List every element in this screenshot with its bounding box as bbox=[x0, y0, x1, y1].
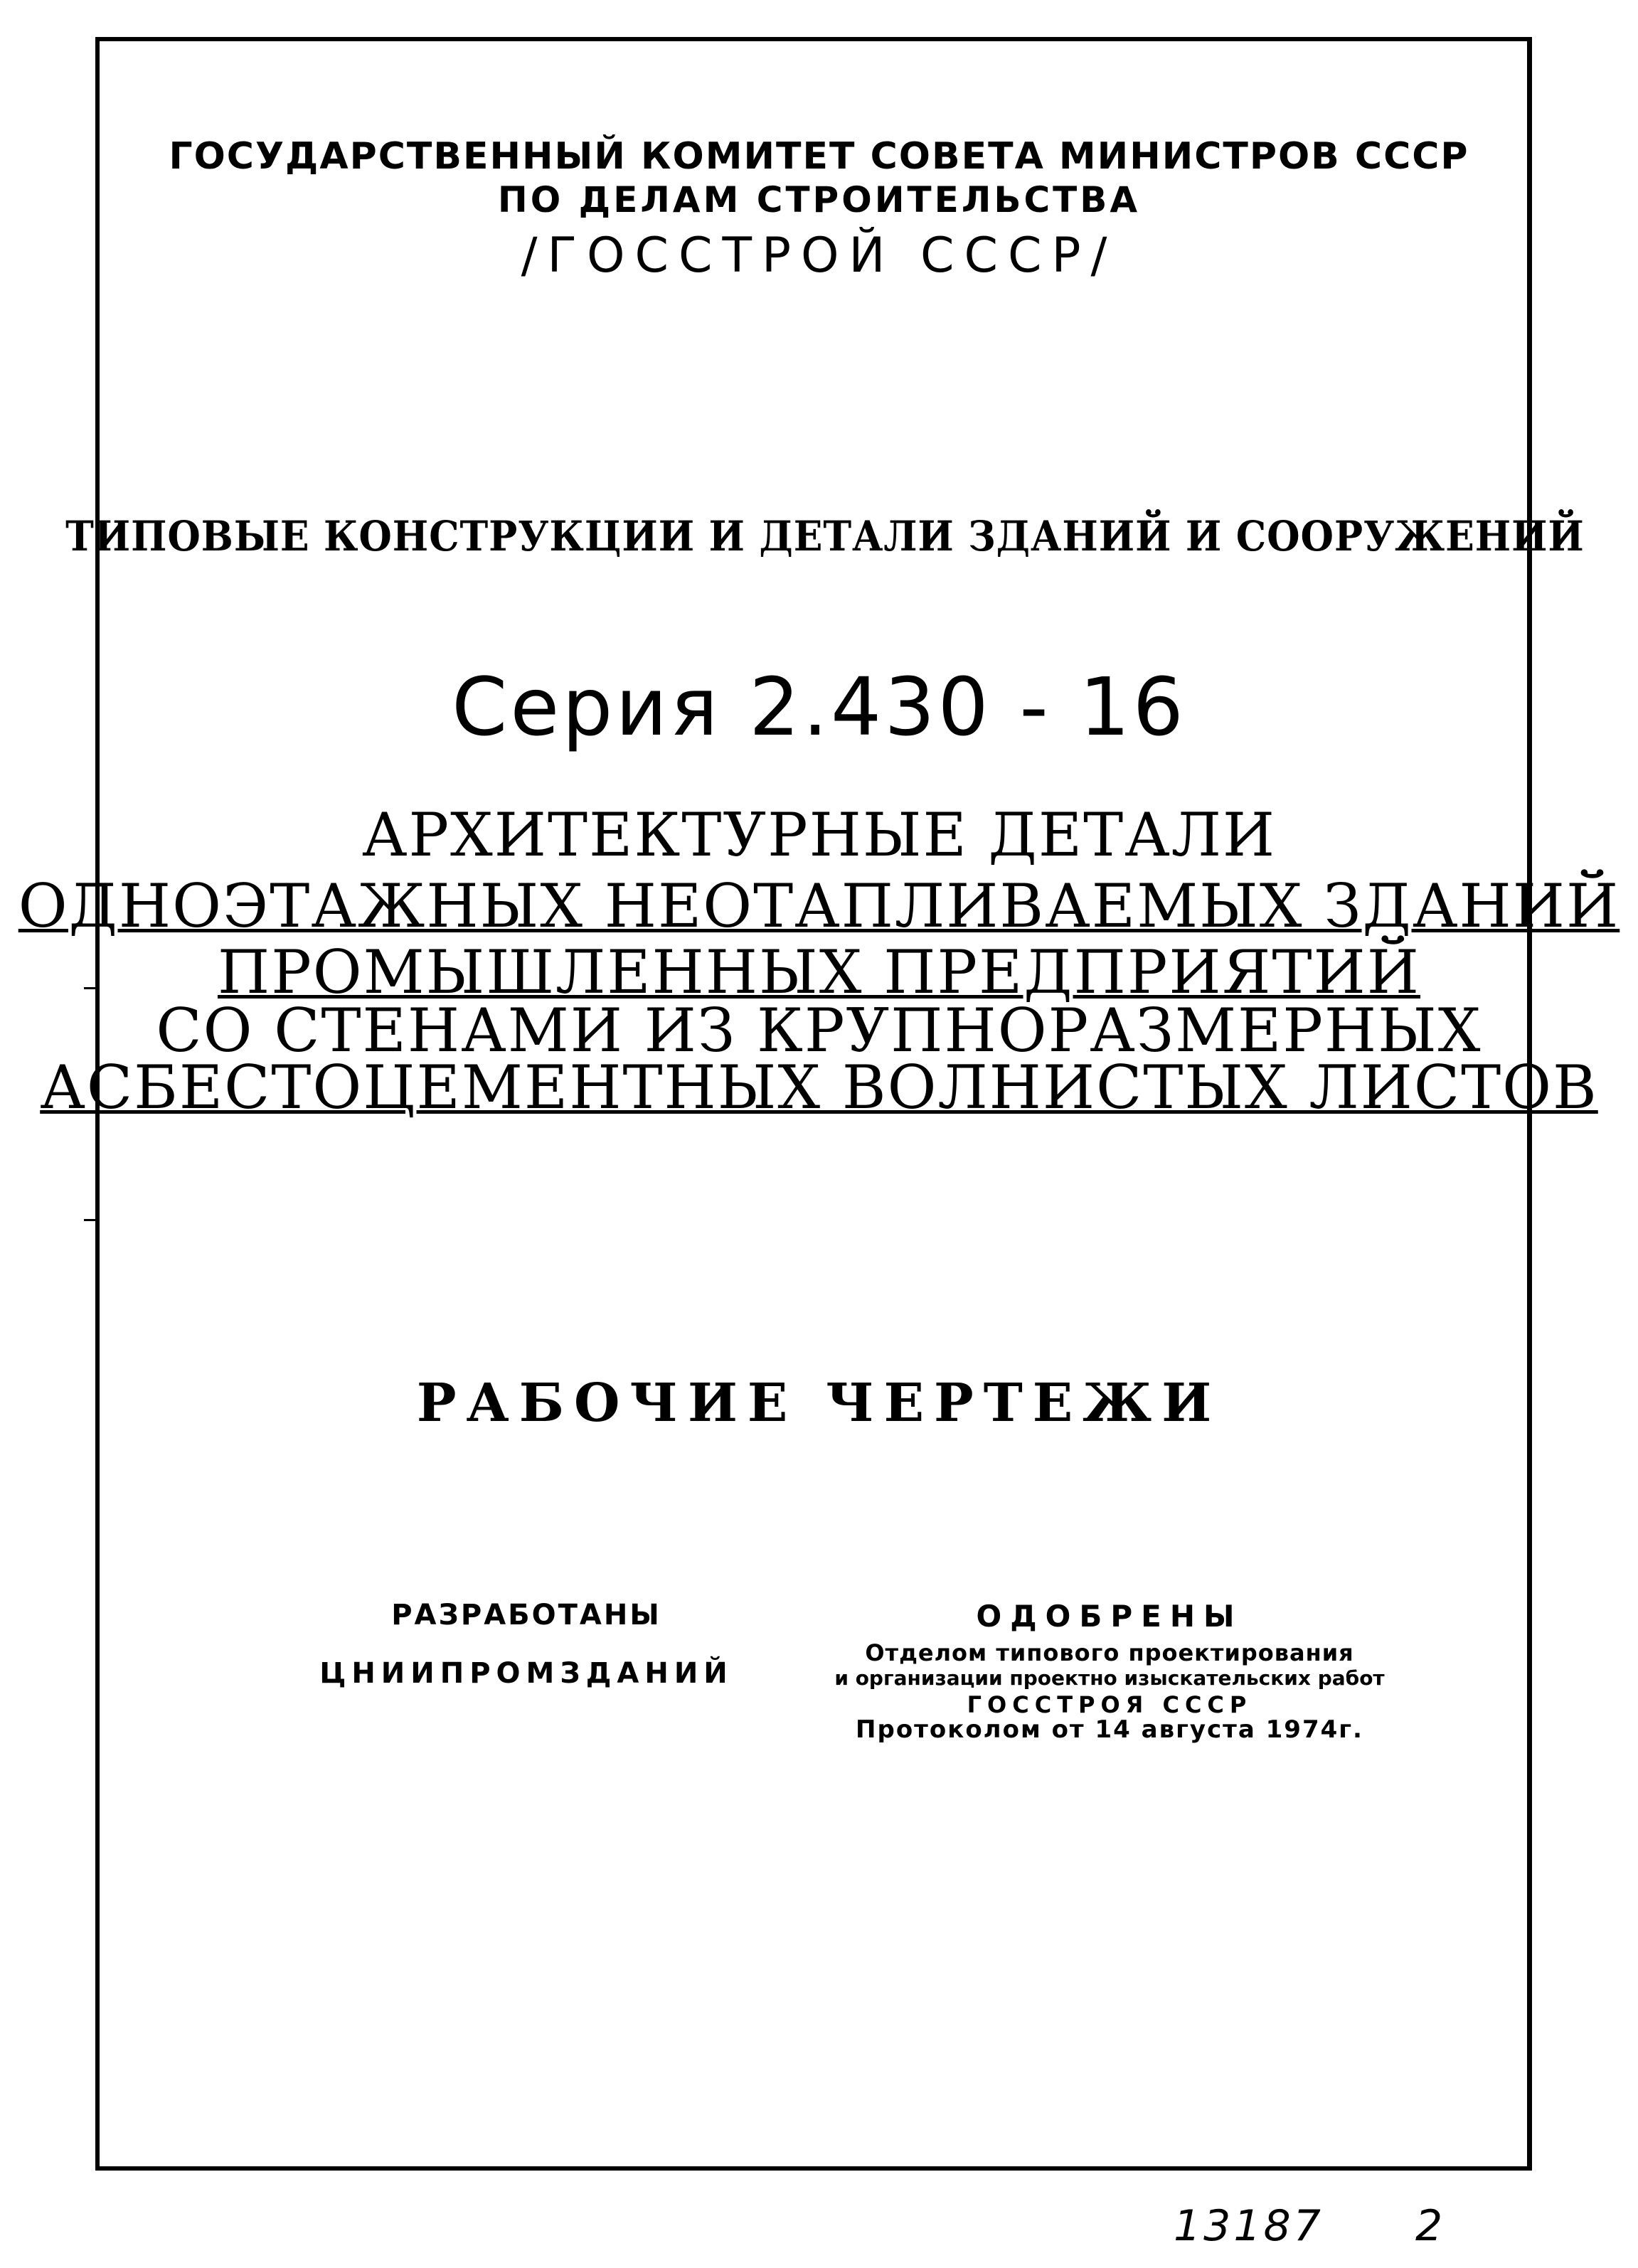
agency-abbreviation: /ГОССТРОЙ СССР/ bbox=[521, 228, 1117, 284]
title-line-1: АРХИТЕКТУРНЫЕ ДЕТАЛИ bbox=[361, 800, 1277, 870]
agency-name-line-1: ГОСУДАРСТВЕННЫЙ КОМИТЕТ СОВЕТА МИНИСТРОВ СССР bbox=[169, 135, 1469, 178]
approval-line-2: и организации проектно изыскательских работ bbox=[834, 1666, 1385, 1690]
title-line-4: СО СТЕНАМИ ИЗ КРУПНОРАЗМЕРНЫХ bbox=[156, 996, 1482, 1065]
document-stage: РАБОЧИЕ ЧЕРТЕЖИ bbox=[416, 1373, 1222, 1434]
agency-name-line-2: ПО ДЕЛАМ СТРОИТЕЛЬСТВА bbox=[497, 179, 1141, 220]
developed-label: РАЗРАБОТАНЫ bbox=[391, 1599, 661, 1631]
document-category: ТИПОВЫЕ КОНСТРУКЦИИ И ДЕТАЛИ ЗДАНИЙ И СООРУЖЕНИЙ bbox=[65, 512, 1585, 560]
approval-line-3: ГОССТРОЯ СССР bbox=[967, 1691, 1253, 1718]
approval-line-1: Отделом типового проектирования bbox=[865, 1639, 1354, 1666]
sheet-number: 2 bbox=[1415, 2201, 1443, 2251]
title-line-5: АСБЕСТОЦЕМЕНТНЫХ ВОЛНИСТЫХ ЛИСТОВ bbox=[40, 1053, 1598, 1122]
inventory-number: 13187 bbox=[1174, 2201, 1324, 2251]
title-line-3: ПРОМЫШЛЕННЫХ ПРЕДПРИЯТИЙ bbox=[217, 937, 1420, 1007]
margin-tick-lower bbox=[84, 1219, 100, 1221]
series-number: Серия 2.430 - 16 bbox=[452, 661, 1186, 754]
title-line-2: ОДНОЭТАЖНЫХ НЕОТАПЛИВАЕМЫХ ЗДАНИЙ bbox=[18, 871, 1620, 941]
approval-protocol: Протоколом от 14 августа 1974г. bbox=[856, 1715, 1363, 1744]
developer-organization: ЦНИИПРОМЗДАНИЙ bbox=[319, 1657, 733, 1690]
approved-label: ОДОБРЕНЫ bbox=[976, 1599, 1243, 1634]
